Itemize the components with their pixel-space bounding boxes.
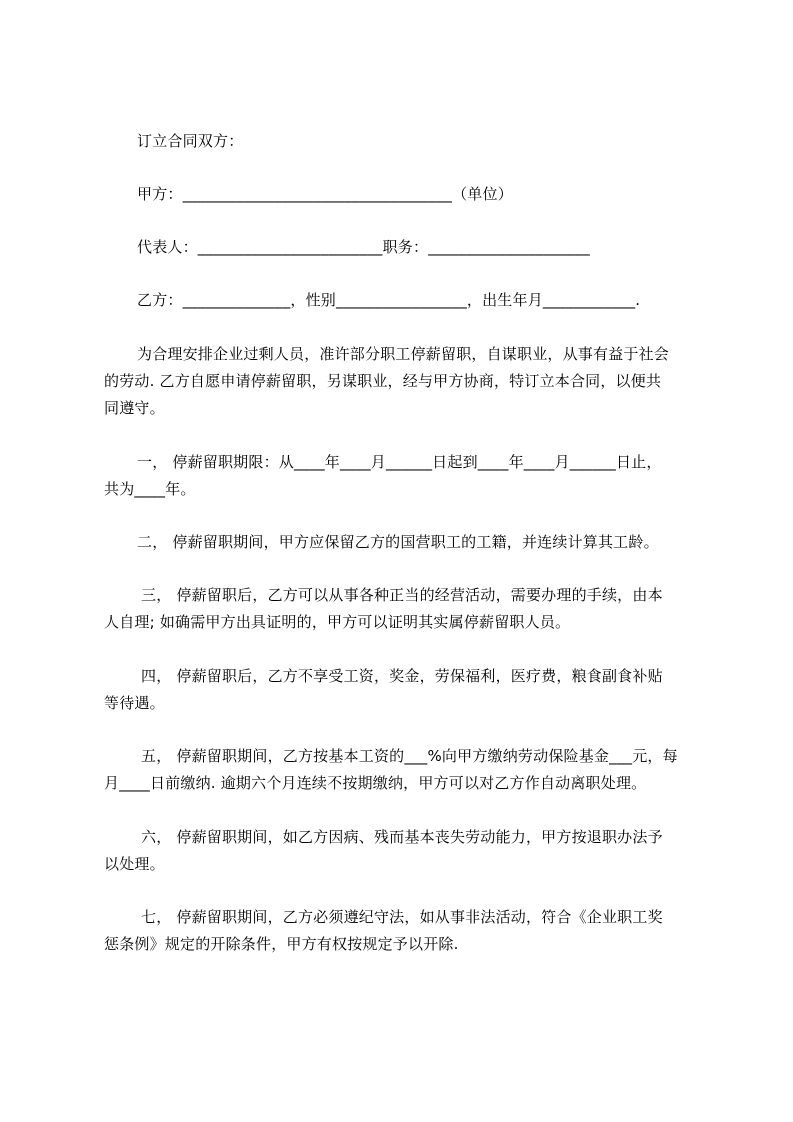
clause-2-line-1: 二， 停薪留职期间，甲方应保留乙方的国营职工的工籍，并连续计算其工龄。 [137, 533, 659, 551]
clause-5-line-1: 五， 停薪留职期间，乙方按基本工资的___%向甲方缴纳劳动保险基金___元，每 [141, 747, 678, 765]
representative-line: 代表人：________________________职务：_____________________ [137, 238, 590, 256]
intro-line-3: 同遵守。 [104, 399, 165, 417]
clause-3-line-2: 人自理; 如确需甲方出具证明的，甲方可以证明其实属停薪留职人员。 [104, 613, 571, 631]
intro-line-2: 的劳动. 乙方自愿申请停薪留职，另谋职业，经与甲方协商，特订立本合同，以便共 [104, 372, 662, 390]
clause-4-line-1: 四， 停薪留职后，乙方不享受工资，奖金，劳保福利，医疗费，粮食副食补贴 [141, 667, 663, 685]
clause-6-line-1: 六， 停薪留职期间，如乙方因病、残而基本丧失劳动能力，甲方按退职办法予 [141, 828, 663, 846]
clause-7-line-2: 惩条例》规定的开除条件，甲方有权按规定予以开除. [104, 935, 459, 953]
clause-6-line-2: 以处理。 [104, 855, 165, 873]
clause-1-line-2: 共为____年。 [104, 480, 196, 498]
intro-line-1: 为合理安排企业过剩人员，准许部分职工停薪留职，自谋职业，从事有益于社会 [137, 345, 670, 363]
clause-4-line-2: 等待遇。 [104, 694, 165, 712]
party-b-line: 乙方：______________，性别_________________，出生年月____________. [137, 291, 641, 309]
clause-7-line-1: 七， 停薪留职期间，乙方必须遵纪守法，如从事非法活动，符合《企业职工奖 [141, 908, 663, 926]
clause-5-line-2: 月____日前缴纳. 逾期六个月连续不按期缴纳，甲方可以对乙方作自动离职处理。 [104, 774, 647, 792]
clause-1-line-1: 一， 停薪留职期限：从____年____月______日起到____年____月______日止， [137, 453, 662, 471]
clause-3-line-1: 三， 停薪留职后，乙方可以从事各种正当的经营活动，需要办理的手续，由本 [141, 586, 663, 604]
party-a-line: 甲方：___________________________________（单位） [137, 185, 513, 203]
parties-heading: 订立合同双方： [137, 132, 244, 150]
